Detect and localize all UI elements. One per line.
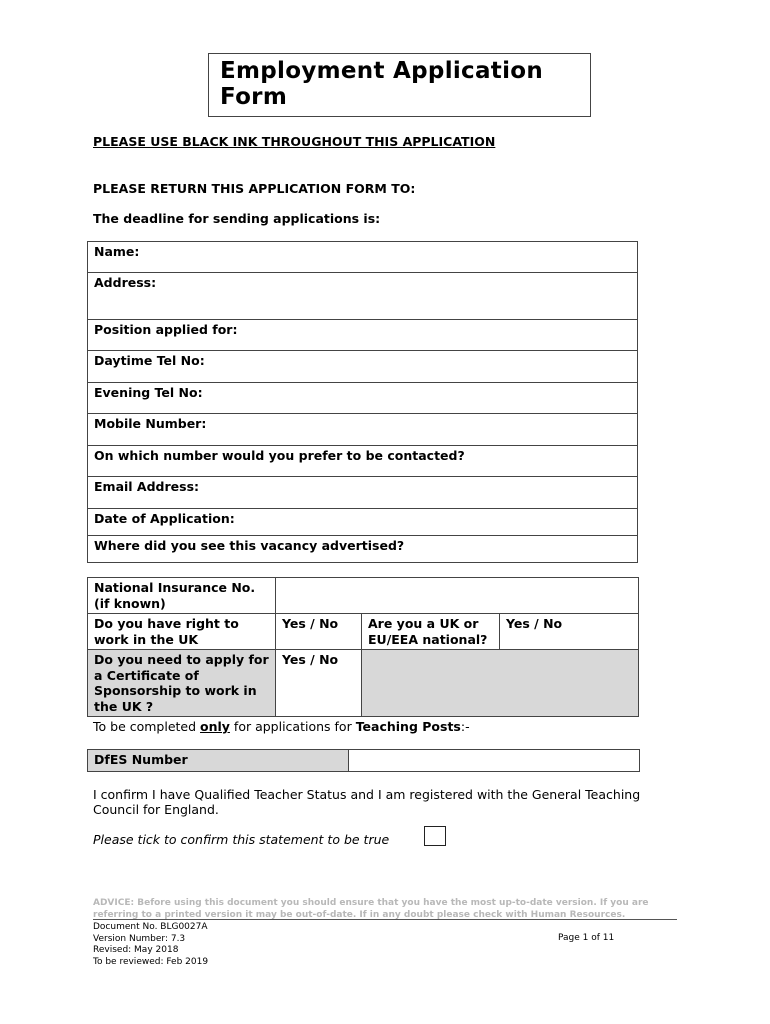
ni-input[interactable]: [276, 578, 639, 614]
dfes-table: [87, 749, 640, 772]
tick-prompt: Please tick to confirm this statement to be true: [93, 832, 390, 847]
uk-eea-choice[interactable]: Yes / No: [500, 614, 639, 650]
form-title: Employment Application Form: [208, 53, 591, 117]
deadline-label: The deadline for sending applications is:: [93, 211, 381, 226]
document-info: [93, 922, 208, 968]
vacancy-source-field[interactable]: Where did you see this vacancy advertised?: [88, 536, 638, 563]
advice-note: ADVICE: Before using this document you should ensure that you have the most up-to-date version. If you are referring to a printed version it may be out-of-date. If in any doubt please check with Human Resources.: [93, 898, 649, 920]
qts-confirm-statement: I confirm I have Qualified Teacher Status and I am registered with the General Teaching Council for England.: [93, 787, 641, 817]
email-field[interactable]: Email Address:: [88, 477, 638, 509]
instruction-mid: for applications for: [229, 719, 356, 734]
shaded-cell: [362, 650, 639, 717]
review-date: To be reviewed: Feb 2019: [93, 956, 209, 967]
instruction-teaching-posts: Teaching Posts: [355, 719, 461, 734]
ni-label: National Insurance No. (if known): [88, 578, 276, 614]
instruction-pre: To be completed: [93, 719, 201, 734]
dfes-label: DfES Number: [88, 750, 349, 772]
evening-tel-field[interactable]: Evening Tel No:: [88, 383, 638, 414]
position-field[interactable]: Position applied for:: [88, 320, 638, 351]
eligibility-table: [87, 577, 639, 717]
preferred-contact-field[interactable]: On which number would you prefer to be contacted?: [88, 446, 638, 477]
footer-divider: [93, 919, 677, 920]
sponsorship-label: Do you need to apply for a Certificate of Sponsorship to work in the UK ?: [88, 650, 276, 717]
teaching-posts-instruction: [93, 719, 470, 734]
uk-eea-label: Are you a UK or EU/EEA national?: [362, 614, 500, 650]
daytime-tel-field[interactable]: Daytime Tel No:: [88, 351, 638, 383]
document-number: Document No. BLG0027A: [93, 922, 208, 932]
version-number: Version Number: 7.3: [93, 933, 186, 944]
return-address-label: PLEASE RETURN THIS APPLICATION FORM TO:: [93, 181, 416, 196]
page-number: Page 1 of 11: [558, 933, 615, 943]
dfes-input[interactable]: [349, 750, 640, 772]
right-to-work-choice[interactable]: Yes / No: [276, 614, 362, 650]
instruction-post: :-: [460, 719, 470, 734]
revised-date: Revised: May 2018: [93, 945, 179, 955]
personal-details-table: [87, 241, 638, 563]
black-ink-notice: PLEASE USE BLACK INK THROUGHOUT THIS APPLICATION: [93, 134, 496, 149]
mobile-number-field[interactable]: Mobile Number:: [88, 414, 638, 446]
application-date-field[interactable]: Date of Application:: [88, 509, 638, 536]
address-field[interactable]: Address:: [88, 273, 638, 320]
sponsorship-choice[interactable]: Yes / No: [276, 650, 362, 717]
instruction-only: only: [200, 719, 230, 734]
right-to-work-label: Do you have right to work in the UK: [88, 614, 276, 650]
confirm-checkbox[interactable]: [424, 826, 446, 846]
name-field[interactable]: Name:: [88, 242, 638, 273]
